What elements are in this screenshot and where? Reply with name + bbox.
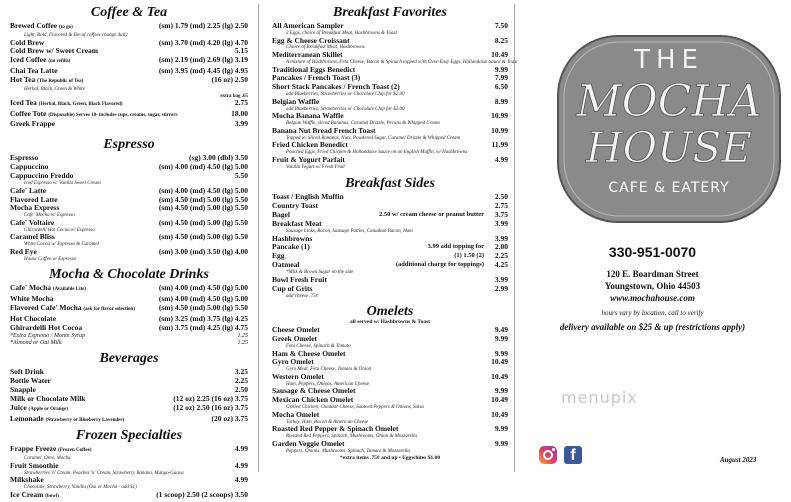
item-price: 9.49: [494, 325, 508, 335]
item-name: Roasted Red Pepper & Spinach Omelet: [272, 424, 399, 434]
item-name: Hot Chocolate: [10, 314, 57, 324]
item-price: (sm) 4.00 (md) 4.50 (lg) 5.00: [158, 294, 248, 304]
mocha-chocolate-list: [10, 284, 248, 333]
item-name: Short Stack Pancakes / French Toast (2): [272, 82, 400, 92]
item-price: 3.75: [494, 210, 508, 220]
item-price: 10.49: [491, 50, 508, 59]
item-price: 10.49: [491, 395, 508, 405]
item-name: Cold Brew: [10, 37, 45, 47]
item-price: (12 oz) 2.50 (16 oz) 3.75: [173, 402, 248, 412]
item-price: 3.99: [494, 219, 508, 229]
item-name: Cafe' Mocha: [10, 283, 52, 293]
menu-item: [10, 462, 248, 471]
item-price: 2.00: [494, 242, 508, 252]
menu-item: [10, 204, 248, 213]
item-description: A mixture of Hashbrowns, Feta Cheese, Bacon & Spinach topped with Over-Easy Eggs, Hollandaise Sauce & Toast: [286, 59, 518, 65]
menu-date: August 2023: [720, 456, 757, 464]
item-name: Ghirardelli Hot Cocoa: [10, 323, 83, 333]
item-name: Cup of Grits: [272, 283, 313, 293]
menu-item: [272, 425, 508, 434]
item-note: (Herbal, Black, Green, Black Flavored): [38, 101, 123, 107]
item-name: Flavored Latte: [10, 194, 58, 204]
menu-item: [272, 335, 508, 344]
menu-item: [272, 51, 508, 60]
item-name: Breakfast Meat: [272, 219, 322, 229]
item-name: Bowl Fresh Fruit: [272, 274, 327, 284]
logo-mocha: MOCHA: [576, 76, 762, 127]
item-name: Juice: [10, 402, 27, 412]
item-name: Caramel Bliss: [10, 232, 55, 242]
item-note: (Disposable) Serves 10- includes cups, creams, sugar, stirrers: [48, 112, 178, 118]
menu-item: [10, 172, 248, 181]
item-description: Strawberries 'n' Cream, Peaches 'n' Cream, Strawberry Banana, Mango-Guava: [24, 470, 184, 476]
item-name: Country Toast: [272, 201, 319, 211]
item-price: 4.25: [494, 260, 508, 270]
menu-column-breakfast: [272, 2, 518, 462]
espresso-list: [10, 154, 248, 262]
extra-label: *Extra Espresso / Monin Syrup: [10, 333, 86, 339]
item-name: Hot Tea: [10, 75, 36, 85]
logo-the: THE: [634, 45, 704, 75]
extra-price: 1.25: [237, 340, 248, 346]
item-description: Peppers, Onions, Mushrooms, Spinach, Tomato & Mozzarella: [286, 448, 410, 454]
item-note: (Apple or Orange): [28, 406, 68, 412]
item-description: Cafe' Mocha w/ Espresso: [24, 213, 75, 219]
item-price: 10.99: [491, 111, 508, 121]
menu-item: [272, 37, 508, 46]
menu-item: [272, 261, 508, 270]
item-description: add Blueberries, Strawberries or Chocolate Chip for $2.00: [286, 92, 405, 98]
item-name: Egg: [272, 251, 285, 261]
item-note: (no refills): [48, 59, 71, 65]
item-description: Ghirardelli Hot Cocoa w/ Espresso: [24, 227, 95, 233]
item-name: Snapple: [10, 384, 36, 394]
item-price: 2.25: [234, 375, 248, 385]
item-price: 5.50: [234, 171, 248, 181]
item-price: (sm) 4.50 (md) 5.00 (lg) 5.50: [158, 194, 248, 204]
menu-item: [10, 233, 248, 242]
omelets-footnote: *extra items .75¢ and up • Eggwhites $1.00: [339, 455, 441, 462]
menu-item: [10, 324, 248, 333]
menu-item: [10, 415, 248, 426]
item-price: (sm) 3.70 (md) 4.20 (lg) 4.70: [158, 37, 248, 47]
item-price: (sm) 4.00 (md) 4.50 (lg) 5.00: [158, 283, 248, 293]
item-price: 4.99: [234, 444, 248, 454]
item-price: 10.49: [491, 357, 508, 367]
item-name: Traditional Eggs Benedict: [272, 64, 356, 74]
item-name: Frappe Freeze: [10, 444, 57, 454]
menu-item: [272, 285, 508, 294]
item-description: Ham, Peppers, Onions, American Cheese: [286, 381, 370, 387]
extra-price: 1.25: [237, 333, 248, 339]
item-price: (sm) 2.19 (md) 2.69 (lg) 3.19: [158, 55, 248, 65]
item-name: Garden Veggie Omelet: [272, 438, 345, 448]
item-price: 9.99: [494, 348, 508, 358]
item-description: *Milk & Brown Sugar on the side: [286, 270, 354, 276]
item-note: (Strawberry or Blueberry Lavender): [45, 417, 125, 423]
mocha-chocolate-heading: Mocha & Chocolate Drinks: [49, 267, 209, 283]
menu-item: [10, 491, 248, 502]
item-description: Herbal, Black, Green & White: [24, 87, 85, 93]
item-note: (Available Lite): [52, 287, 87, 293]
item-price: (1 scoop) 2.50 (2 scoops) 3.50: [156, 489, 248, 499]
item-price: extra bag .65: [218, 93, 248, 102]
item-name: Red Eye: [10, 246, 37, 256]
item-price: 18.00: [231, 108, 248, 118]
extra-item: [10, 340, 248, 347]
menu-item: [272, 220, 508, 229]
menu-item: [10, 22, 248, 33]
mocha-extras-list: [10, 333, 248, 347]
item-name: Milk or Chocolate Milk: [10, 393, 86, 403]
menu-item: [272, 243, 508, 252]
mocha-house-logo: [556, 34, 782, 224]
item-name: White Mocha: [10, 294, 54, 304]
breakfast-sides-heading: Breakfast Sides: [345, 176, 435, 192]
item-description: Roasted Red Peppers, Spinach, Mushrooms, Onion & Mozzarella: [286, 434, 418, 440]
menu-item: [272, 202, 508, 211]
item-name: Oatmeal: [272, 260, 300, 270]
item-price: (sm) 4.50 (md) 5.00 (lg) 5.50: [158, 232, 248, 242]
breakfast-favorites-list: [272, 21, 518, 170]
item-price: 9.99: [494, 334, 508, 344]
item-name: Pancakes / French Toast (3): [272, 73, 361, 83]
item-description: Poached Eggs, Fried Chicken & Hollandaise Sauce on an English Muffin, w/ Hashbrowns: [286, 150, 468, 156]
item-name: Mocha Banana Waffle: [272, 111, 344, 121]
item-price: 2.99: [494, 283, 508, 293]
item-name: Hashbrowns: [272, 233, 313, 243]
item-price: (sm) 3.75 (md) 4.25 (lg) 4.75: [158, 323, 248, 333]
item-name: Greek Omelet: [272, 334, 318, 344]
item-price: (12 oz) 2.25 (16 oz) 3.75: [173, 393, 248, 403]
item-name: Egg & Cheese Croissant: [272, 35, 350, 45]
item-price: (sm) 4.50 (md) 5.00 (lg) 5.50: [158, 203, 248, 213]
item-description: Choice of Breakfast Meat, Hashbrowns: [286, 45, 365, 51]
item-price: 7.50: [494, 21, 508, 30]
item-description: Belgian Waffle, sliced Bananas, Caramel Drizzle, Pecans & Whipped Cream: [286, 121, 440, 127]
menu-item: [272, 141, 508, 150]
menu-item: [272, 156, 508, 165]
menu-item: [10, 219, 248, 228]
frozen-specialties-heading: Frozen Specialties: [75, 428, 183, 444]
coffee-tea-list: [10, 22, 248, 129]
item-name: Mediterranean Skillet: [272, 50, 343, 59]
extra-item: [10, 333, 248, 340]
item-price: (sm) 4.00 (md) 4.50 (lg) 5.00: [158, 162, 248, 172]
item-description: 2 Eggs, choice of Breakfast Meat, Hashbrowns & Toast: [286, 30, 397, 36]
item-price: 9.99: [494, 64, 508, 74]
item-price: 8.25: [494, 35, 508, 45]
logo-house: HOUSE: [586, 123, 752, 172]
item-name: Bagel: [272, 210, 290, 220]
menu-item: [272, 440, 508, 449]
item-name: Fried Chicken Benedict: [272, 140, 348, 150]
item-description: add cheese .75¢: [286, 293, 319, 299]
menu-item: [10, 476, 248, 485]
breakfast-sides-list: [272, 193, 508, 299]
item-name: Bottle Water: [10, 375, 51, 385]
item-price: 2.75: [234, 97, 248, 107]
item-note: (bowl): [45, 493, 59, 499]
omelets-list: [272, 326, 508, 454]
espresso-heading: Espresso: [103, 137, 155, 153]
menu-column-drinks: [10, 2, 248, 502]
item-price: 9.99: [494, 438, 508, 448]
item-name: Coffee Tote: [10, 108, 47, 118]
item-note: (to go): [59, 25, 73, 30]
item-price: 9.99: [494, 386, 508, 396]
item-price: (sg) 3.00 (dbl) 3.50: [189, 153, 248, 163]
item-name: Cafe' Voltaire: [10, 217, 55, 227]
item-price: 4.99: [234, 475, 248, 485]
menu-item: [10, 377, 248, 386]
item-price: 5.15: [234, 46, 248, 56]
item-name: Soft Drink: [10, 367, 44, 376]
item-name: Cold Brew w/ Sweet Cream: [10, 46, 99, 56]
item-price: 9.99: [494, 424, 508, 434]
extra-label: *Almond or Oat Milk: [10, 340, 62, 346]
item-description: Grilled Chicken, Cheddar Cheese, Sauteed Peppers & Onions, Salsa: [286, 405, 424, 411]
item-option: 2.50 w/ cream cheese or peanut butter: [378, 211, 484, 219]
item-name: Fruit Smoothie: [10, 460, 59, 470]
menu-item: [272, 411, 508, 420]
item-description: Caramel, Oreo, Mocha: [24, 456, 71, 462]
address-city: Youngstown, Ohio 44503: [604, 281, 701, 291]
menu-item: [272, 252, 508, 261]
breakfast-favorites-heading: Breakfast Favorites: [333, 5, 447, 20]
beverages-list: [10, 368, 248, 425]
menu-item: [272, 83, 508, 92]
item-name: Western Omelet: [272, 371, 324, 381]
item-price: (sm) 3.00 (md) 3.50 (lg) 4.00: [158, 246, 248, 256]
menu-item: [10, 120, 248, 129]
frozen-specialties-list: [10, 445, 248, 501]
item-name: Fruit & Yogurt Parfait: [272, 154, 345, 164]
item-name: Cafe' Latte: [10, 185, 47, 195]
item-name: Espresso: [10, 153, 39, 163]
menu-item: [272, 373, 508, 382]
item-description: Gyro Meat, Feta Cheese, Tomato & Onion: [286, 367, 372, 373]
item-name: Cappuccino: [10, 162, 49, 172]
item-price: 2.75: [494, 201, 508, 211]
menu-item: [10, 445, 248, 456]
item-price: 4.99: [494, 154, 508, 164]
item-description: Feta Cheese, Spinach & Tomato: [286, 343, 351, 349]
item-name: Iced Tea: [10, 97, 37, 107]
item-price: 4.99: [234, 460, 248, 470]
item-description: add Blueberries, Strawberries or Chocolate Chip for $2.00: [286, 106, 405, 112]
item-name: Flavored Cafe' Mocha: [10, 303, 82, 313]
item-description: Light, Bold, Flavored & Decaf coffees change daily: [24, 32, 128, 38]
item-name: Cheese Omelet: [272, 325, 320, 335]
menu-item: [272, 112, 508, 121]
item-price: 11.99: [491, 140, 508, 150]
item-name: Mexican Chicken Omelet: [272, 395, 354, 405]
menu-item: [272, 358, 508, 367]
item-name: Ham & Cheese Omelet: [272, 348, 346, 358]
column-divider-2: [514, 4, 515, 472]
item-name: Milkshake: [10, 475, 44, 485]
item-option: 3.99 add topping for: [427, 243, 484, 251]
item-price: (sm) 4.50 (md) 5.00 (lg) 5.50: [158, 303, 248, 313]
item-price: 10.49: [491, 409, 508, 419]
item-price: 2.25: [494, 251, 508, 261]
item-description: Chocolate, Strawberry, Vanilla (Oui or Mocha - add $1): [24, 485, 137, 491]
delivery-note: delivery available on $25 & up (restrictions apply): [559, 322, 746, 332]
item-price: 3.99: [494, 274, 508, 284]
item-price: 10.99: [491, 125, 508, 135]
item-name: All American Sampler: [272, 21, 344, 30]
item-price: (16 oz) 2.50: [211, 75, 248, 85]
item-note: (ask for flavor selection): [83, 307, 136, 313]
column-divider-1: [258, 4, 259, 472]
item-name: Brewed Coffee: [10, 21, 58, 30]
item-description: House Coffee w/ Espresso: [24, 256, 77, 262]
website-link[interactable]: www.mochahouse.com: [610, 293, 695, 303]
item-name: Gyro Omelet: [272, 357, 314, 367]
beverages-heading: Beverages: [99, 351, 159, 366]
item-name: Belgian Waffle: [272, 96, 320, 106]
item-price: 3.99: [494, 233, 508, 243]
item-price: (sm) 4.00 (md) 4.50 (lg) 5.00: [158, 185, 248, 195]
item-description: Vanilla Yogurt w/ Fresh Fruit: [286, 164, 345, 170]
item-description: Turkey, Ham, Bacon & American Cheese: [286, 419, 369, 425]
item-description: Iced Espresso w/ Vanilla Sweet Cream: [24, 181, 101, 187]
item-name: Cappuccino Freddo: [10, 171, 74, 181]
item-name: Pancake (1): [272, 242, 310, 252]
item-name: Chai Tea Latte: [10, 66, 58, 76]
facebook-icon[interactable]: f: [564, 446, 582, 464]
item-name: Mocha Omelet: [272, 409, 320, 419]
hours-note: hours vary by location, call to verify: [601, 309, 704, 317]
item-price: 2.50: [234, 384, 248, 394]
item-price: (20 oz) 3.75: [211, 413, 248, 423]
item-name: Banana Nut Bread French Toast: [272, 125, 376, 135]
item-name: Iced Coffee: [10, 55, 47, 65]
item-option: (1) 1.50 (2): [454, 252, 484, 260]
item-price: 3.99: [234, 119, 248, 129]
item-description: Topped w/ Sliced Bananas, Nuts, Powdered Sugar, Caramel Drizzle & Whipped Cream: [286, 135, 461, 141]
item-option: (additional charge for toppings): [395, 261, 484, 269]
item-price: 2.50: [494, 192, 508, 202]
item-name: Toast / English Muffin: [272, 192, 344, 202]
item-price: (sm) 3.95 (md) 4.45 (lg) 4.95: [158, 66, 248, 76]
omelets-subtitle: all served w/ Hashbrowns & Toast: [349, 319, 431, 326]
item-price: 3.25: [234, 367, 248, 376]
logo-tagline: CAFE & EATERY: [608, 180, 730, 196]
item-name: Sausage & Cheese Omelet: [272, 386, 356, 396]
item-note: (Frozen Coffee): [58, 448, 92, 454]
item-description: Sausage Links, Bacon, Sausage Patties, Canadian Bacon, Ham: [286, 228, 413, 234]
item-name: Greek Frappe: [10, 119, 56, 129]
menu-item: [272, 22, 508, 31]
phone-number[interactable]: 330-951-0070: [608, 244, 697, 260]
instagram-icon[interactable]: [539, 446, 557, 464]
item-price: 7.99: [494, 73, 508, 83]
item-price: (sm) 1.79 (md) 2.25 (lg) 2.50: [158, 21, 248, 30]
menu-item: [10, 248, 248, 257]
menu-item: [272, 127, 508, 136]
item-price: 6.50: [494, 82, 508, 92]
item-name: Lemonade: [10, 413, 44, 423]
omelets-heading: Omelets: [366, 304, 414, 320]
item-price: 10.49: [491, 371, 508, 381]
item-price: (sm) 3.25 (md) 3.75 (lg) 4.25: [158, 314, 248, 324]
menu-item: [272, 98, 508, 107]
item-price: 8.99: [494, 96, 508, 106]
item-price: (sm) 4.50 (md) 5.00 (lg) 5.50: [158, 217, 248, 227]
menu-item: [10, 404, 248, 415]
item-note: (The Republic of Tea): [37, 79, 84, 85]
menu-item: [10, 76, 248, 87]
menu-item: [272, 396, 508, 405]
item-name: Mocha Express: [10, 203, 60, 213]
coffee-tea-heading: Coffee & Tea: [90, 5, 168, 20]
address-street: 120 E. Boardman Street: [606, 269, 699, 279]
menupix-watermark: menupix: [561, 388, 638, 407]
item-name: Ice Cream: [10, 489, 44, 499]
item-description: White Cocoa w/ Espresso & Caramel: [24, 242, 99, 248]
